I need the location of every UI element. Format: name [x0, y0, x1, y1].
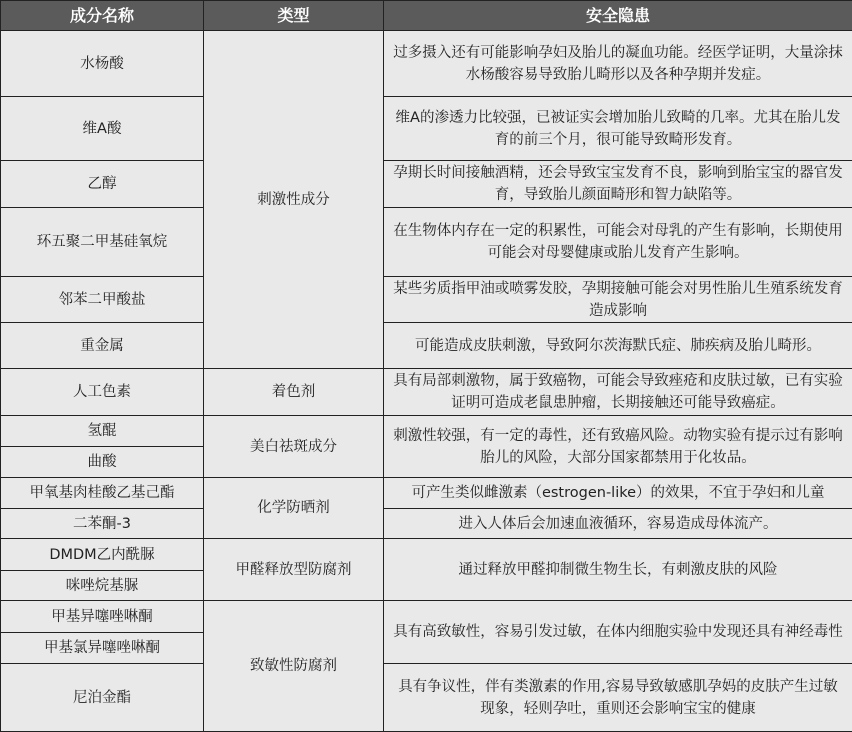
ingredient-cell: 乙醇: [1, 161, 204, 208]
ingredient-cell: 重金属: [1, 323, 204, 369]
table-row: [1, 31, 852, 97]
type-cell: 着色剂: [204, 369, 384, 416]
risk-cell: 维A的渗透力比较强，已被证实会增加胎儿致畸的几率。尤其在胎儿发育的前三个月，很可能导致畸形发育。: [384, 97, 852, 161]
risk-cell: 在生物体内存在一定的积累性，可能会对母乳的产生有影响，长期使用可能会对母婴健康或胎儿发育产生影响。: [384, 208, 852, 277]
risk-cell: 过多摄入还有可能影响孕妇及胎儿的凝血功能。经医学证明，大量涂抹水杨酸容易导致胎儿畸形以及各种孕期并发症。: [384, 31, 852, 97]
table-row: [1, 509, 852, 539]
ingredient-cell: 氢醌: [1, 416, 204, 447]
table-row: [1, 539, 852, 571]
risk-cell: 刺激性较强，有一定的毒性，还有致癌风险。动物实验有提示过有影响胎儿的风险，大部分国家都禁用于化妆品。: [384, 416, 852, 478]
table-row: [1, 478, 852, 509]
ingredient-cell: 二苯酮-3: [1, 509, 204, 539]
table-body: [1, 31, 852, 732]
ingredient-cell: 水杨酸: [1, 31, 204, 97]
ingredient-cell: 曲酸: [1, 447, 204, 478]
table-row: [1, 416, 852, 447]
type-cell: 致敏性防腐剂: [204, 601, 384, 732]
ingredient-cell: 咪唑烷基脲: [1, 571, 204, 601]
table-row: [1, 369, 852, 416]
type-cell: 刺激性成分: [204, 31, 384, 369]
table-row: [1, 601, 852, 633]
ingredient-cell: 甲基氯异噻唑啉酮: [1, 633, 204, 664]
table-row: [1, 161, 852, 208]
type-cell: 甲醛释放型防腐剂: [204, 539, 384, 601]
risk-cell: 进入人体后会加速血液循环，容易造成母体流产。: [384, 509, 852, 539]
ingredient-cell: 人工色素: [1, 369, 204, 416]
table-row: [1, 664, 852, 732]
table-row: [1, 277, 852, 323]
ingredient-cell: 邻苯二甲酸盐: [1, 277, 204, 323]
table-row: [1, 323, 852, 369]
header-type: 类型: [204, 1, 384, 31]
ingredient-cell: DMDM乙内酰脲: [1, 539, 204, 571]
type-cell: 化学防晒剂: [204, 478, 384, 539]
risk-cell: 具有局部刺激物，属于致癌物，可能会导致痤疮和皮肤过敏，已有实验证明可造成老鼠患肿瘤，长期接触还可能导致癌症。: [384, 369, 852, 416]
risk-cell: 可能造成皮肤刺激，导致阿尔茨海默氏症、肺疾病及胎儿畸形。: [384, 323, 852, 369]
ingredient-cell: 尼泊金酯: [1, 664, 204, 732]
ingredient-cell: 维A酸: [1, 97, 204, 161]
risk-cell: 具有高致敏性，容易引发过敏，在体内细胞实验中发现还具有神经毒性: [384, 601, 852, 664]
type-cell: 美白祛斑成分: [204, 416, 384, 478]
header-ingredient: 成分名称: [1, 1, 204, 31]
header-row: [1, 1, 852, 31]
risk-cell: 具有争议性，伴有类激素的作用,容易导致敏感肌孕妈的皮肤产生过敏现象，轻则孕吐，重则还会影响宝宝的健康: [384, 664, 852, 732]
ingredient-cell: 甲基异噻唑啉酮: [1, 601, 204, 633]
risk-cell: 某些劣质指甲油或喷雾发胶，孕期接触可能会对男性胎儿生殖系统发育造成影响: [384, 277, 852, 323]
header-risk: 安全隐患: [384, 1, 852, 31]
risk-cell: 通过释放甲醛抑制微生物生长，有刺激皮肤的风险: [384, 539, 852, 601]
ingredient-cell: 环五聚二甲基硅氧烷: [1, 208, 204, 277]
risk-cell: 孕期长时间接触酒精，还会导致宝宝发育不良，影响到胎宝宝的器官发育，导致胎儿颜面畸形和智力缺陷等。: [384, 161, 852, 208]
risk-cell: 可产生类似雌激素（estrogen-like）的效果，不宜于孕妇和儿童: [384, 478, 852, 509]
table-row: [1, 208, 852, 277]
table-row: [1, 97, 852, 161]
ingredient-cell: 甲氧基肉桂酸乙基己酯: [1, 478, 204, 509]
